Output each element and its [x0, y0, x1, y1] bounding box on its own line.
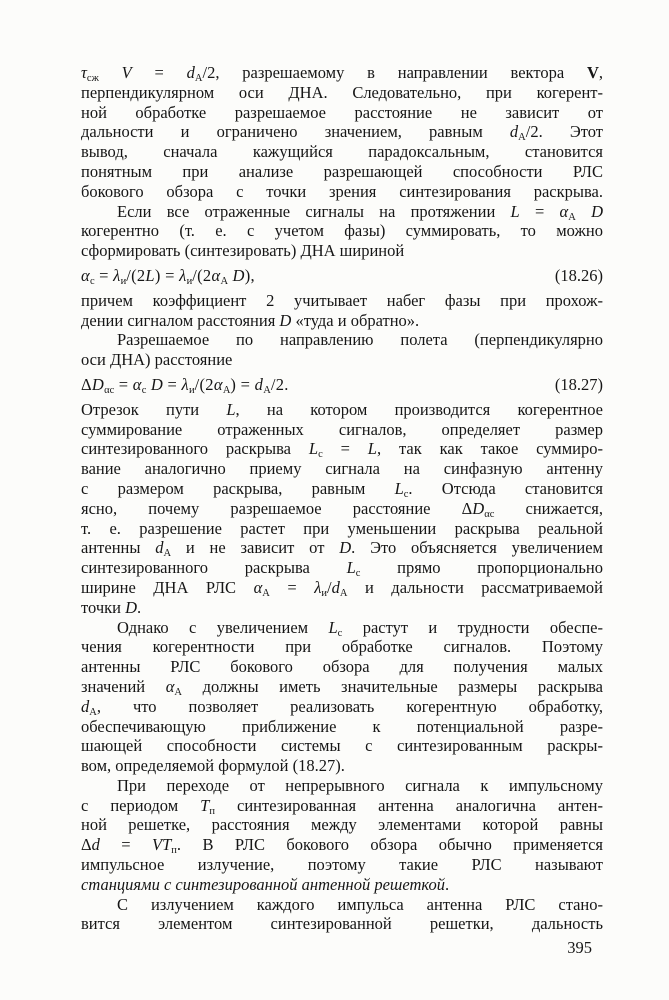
text-line: ной решетке, расстояния между элементами которой равны: [81, 815, 603, 835]
text-line: сформировать (синтезировать) ДНА шириной: [81, 241, 405, 261]
page-number: 395: [567, 938, 592, 957]
equation: [81, 375, 603, 395]
text-line: вится элементом синтезированной решетки, дальность: [81, 914, 603, 934]
text-line: Если все отраженные сигналы на протяжении $L = \alpha_А$ D: [117, 201, 603, 223]
text-line: станциями с синтезированной антенной решеткой.: [81, 874, 450, 894]
text-line: перпендикулярном оси ДНА. Следовательно, при когерент-: [81, 82, 603, 102]
text-line: При переходе от непрерывного сигнала к импульсному: [117, 775, 603, 795]
text-line: $\Delta d = VT_п$. В РЛС бокового обзора обычно применяется: [81, 835, 603, 857]
text-line: вывод, сначала кажущийся парадоксальным, становится: [81, 142, 603, 162]
text-line: вание аналогично приему сигнала на синфазную антенну: [81, 459, 603, 479]
text-line: синтезированного раскрыва $L_с = L$, так как такое суммиро-: [81, 439, 603, 461]
text-line: значений $\alpha_А$ должны иметь значительные размеры раскрыва: [81, 676, 603, 698]
text-line: синтезированного раскрыва $L_с$ прямо пропорционально: [81, 558, 603, 580]
equation-body: $\Delta D_{\alpha с} = \alpha_с$ $D = \lambda_и/(2\alpha_А) = d_А/2$.: [81, 374, 289, 396]
text-line: т. е. разрешение растет при уменьшении раскрыва реальной: [81, 518, 603, 538]
equation-number: (18.26): [554, 265, 603, 285]
equation: [81, 266, 603, 286]
text-line: Разрешаемое по направлению полета (перпендикулярно: [117, 330, 603, 350]
text-line: когерентно (т. е. с учетом фазы) суммировать, то можно: [81, 221, 603, 241]
text-line: антенны $d_А$ и не зависит от D. Это объясняется увеличением: [81, 538, 603, 560]
text-line: дении сигналом расстояния D «туда и обратно».: [81, 310, 420, 330]
text-line: $\tau_{сж}$ $V = d_А/2$, разрешаемому в направлении вектора V,: [81, 63, 603, 84]
text-line: дальности и ограничено значением, равным $d_А/2$. Этот: [81, 122, 604, 144]
equation-number: (18.27): [554, 374, 603, 394]
text-line: обеспечивающую приближение к потенциальной разре-: [81, 716, 603, 736]
text-line: ясно, почему разрешаемое расстояние $\Delta D_{\alpha с}$ снижается,: [81, 498, 603, 520]
equation-body: $\alpha_с = \lambda_и/(2L) = \lambda_и/(2\alpha_А$ D),: [81, 265, 255, 287]
text-line: Однако с увеличением $L_с$ растут и трудности обеспе-: [117, 617, 603, 639]
text-line: причем коэффициент 2 учитывает набег фазы при прохож-: [81, 290, 603, 310]
text-line: импульсное излучение, поэтому такие РЛС называют: [81, 855, 603, 875]
text-line: чения когерентности при обработке сигналов. Поэтому: [81, 637, 603, 657]
text-line: оси ДНА) расстояние: [81, 350, 233, 370]
text-line: вом, определяемой формулой (18.27).: [81, 756, 345, 776]
text-line: $d_А$, что позволяет реализовать когерентную обработку,: [81, 696, 603, 718]
text-line: понятным при анализе разрешающей способности РЛС: [81, 161, 603, 181]
text-line: бокового обзора с точки зрения синтезирования раскрыва.: [81, 181, 603, 201]
text-line: антенны РЛС бокового обзора для получения малых: [81, 657, 603, 677]
text-line: С излучением каждого импульса антенна РЛС стано-: [117, 894, 603, 914]
text-line: суммирование отраженных сигналов, определяет размер: [81, 419, 603, 439]
text-line: ширине ДНА РЛС $\alpha_А = \lambda_и/d_А$ и дальности рассматриваемой: [81, 577, 603, 599]
text-line: шающей способности системы с синтезированным раскры-: [81, 736, 603, 756]
text-block: [81, 63, 603, 934]
text-line: с размером раскрыва, равным $L_с$. Отсюда становится: [81, 478, 603, 500]
text-line: ной обработке разрешаемое расстояние не зависит от: [81, 102, 603, 122]
text-line: точки D.: [81, 597, 142, 617]
text-line: Отрезок пути L, на котором производится когерентное: [81, 399, 603, 419]
text-line: с периодом $T_п$ синтезированная антенна аналогична антен-: [81, 795, 603, 817]
